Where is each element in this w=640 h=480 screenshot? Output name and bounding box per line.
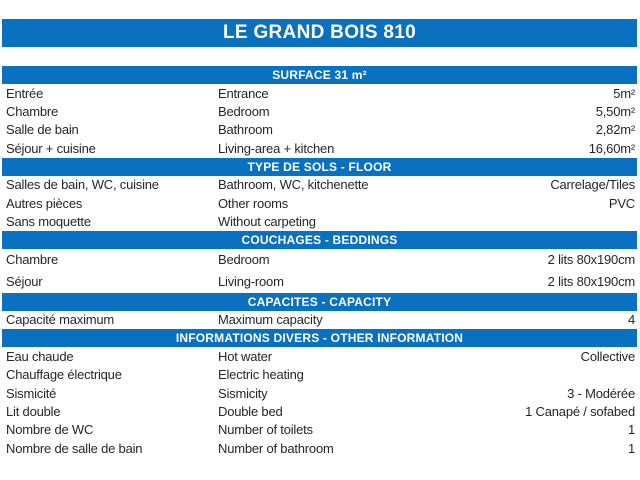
label-en: Maximum capacity	[218, 312, 323, 328]
label-en: Living-area + kitchen	[218, 140, 335, 156]
label-en: Other rooms	[218, 195, 289, 211]
label-fr: Nombre de salle de bain	[6, 440, 143, 456]
row-value: 16,60m²	[588, 140, 635, 156]
row-value: 1	[627, 440, 635, 456]
row-value: 5m²	[613, 85, 635, 101]
label-en: Electric heating	[218, 367, 304, 383]
label-en: Without carpeting	[218, 214, 316, 230]
label-fr: Salle de bain	[6, 122, 79, 138]
label-en: Sismicity	[218, 385, 268, 401]
section-surface	[2, 66, 637, 158]
label-en: Number of bathroom	[218, 440, 334, 456]
section-header-floor: TYPE DE SOLS - FLOOR	[2, 158, 637, 176]
table-row	[2, 249, 637, 271]
label-fr: Séjour	[6, 274, 43, 290]
table-row	[2, 347, 637, 365]
table-row	[2, 311, 637, 329]
section-header-capacity: CAPACITES - CAPACITY	[2, 293, 637, 311]
section-other-information	[2, 329, 637, 457]
label-fr: Capacité maximum	[6, 312, 115, 328]
label-en: Bedroom	[218, 252, 270, 268]
row-value: 5,50m²	[595, 104, 635, 120]
row-value: 2 lits 80x190cm	[547, 274, 635, 290]
table-row	[2, 421, 637, 439]
label-fr: Salles de bain, WC, cuisine	[6, 177, 159, 193]
row-value: 3 - Modérée	[567, 385, 635, 401]
label-fr: Sismicité	[6, 385, 57, 401]
row-value: Collective	[580, 348, 635, 364]
section-header-other-information: INFORMATIONS DIVERS - OTHER INFORMATION	[2, 329, 637, 347]
row-value: 4	[627, 312, 635, 328]
label-en: Bathroom, WC, kitchenette	[218, 177, 369, 193]
table-row	[2, 271, 637, 293]
page-title: LE GRAND BOIS 810	[2, 19, 637, 47]
table-row	[2, 102, 637, 120]
title-gap	[2, 47, 637, 66]
row-value: Carrelage/Tiles	[550, 177, 635, 193]
label-en: Number of toilets	[218, 422, 313, 438]
label-fr: Séjour + cuisine	[6, 140, 96, 156]
section-header-surface: SURFACE 31 m²	[2, 66, 637, 84]
label-fr: Nombre de WC	[6, 422, 94, 438]
label-fr: Sans moquette	[6, 214, 91, 230]
label-fr: Entrée	[6, 85, 44, 101]
table-row	[2, 139, 637, 157]
label-fr: Autres pièces	[6, 195, 83, 211]
row-value: 1 Canapé / sofabed	[525, 403, 635, 419]
table-row	[2, 402, 637, 420]
label-en: Hot water	[218, 348, 272, 364]
table-row	[2, 84, 637, 102]
table-row	[2, 121, 637, 139]
table-row	[2, 366, 637, 384]
label-en: Entrance	[218, 85, 269, 101]
table-row	[2, 384, 637, 402]
label-en: Bedroom	[218, 104, 270, 120]
label-en: Living-room	[218, 274, 284, 290]
section-capacity	[2, 293, 637, 329]
label-fr: Eau chaude	[6, 348, 74, 364]
section-beddings	[2, 231, 637, 293]
label-fr: Chambre	[6, 252, 59, 268]
table-row	[2, 176, 637, 194]
row-value: PVC	[608, 195, 635, 211]
row-value: 2,82m²	[595, 122, 635, 138]
section-floor	[2, 158, 637, 231]
table-row	[2, 439, 637, 457]
label-fr: Chauffage électrique	[6, 367, 122, 383]
label-en: Double bed	[218, 403, 283, 419]
row-value: 2 lits 80x190cm	[547, 252, 635, 268]
label-fr: Lit double	[6, 403, 61, 419]
table-row	[2, 212, 637, 230]
section-header-beddings: COUCHAGES - BEDDINGS	[2, 231, 637, 249]
label-en: Bathroom	[218, 122, 273, 138]
table-row	[2, 194, 637, 212]
label-fr: Chambre	[6, 104, 59, 120]
row-value: 1	[627, 422, 635, 438]
